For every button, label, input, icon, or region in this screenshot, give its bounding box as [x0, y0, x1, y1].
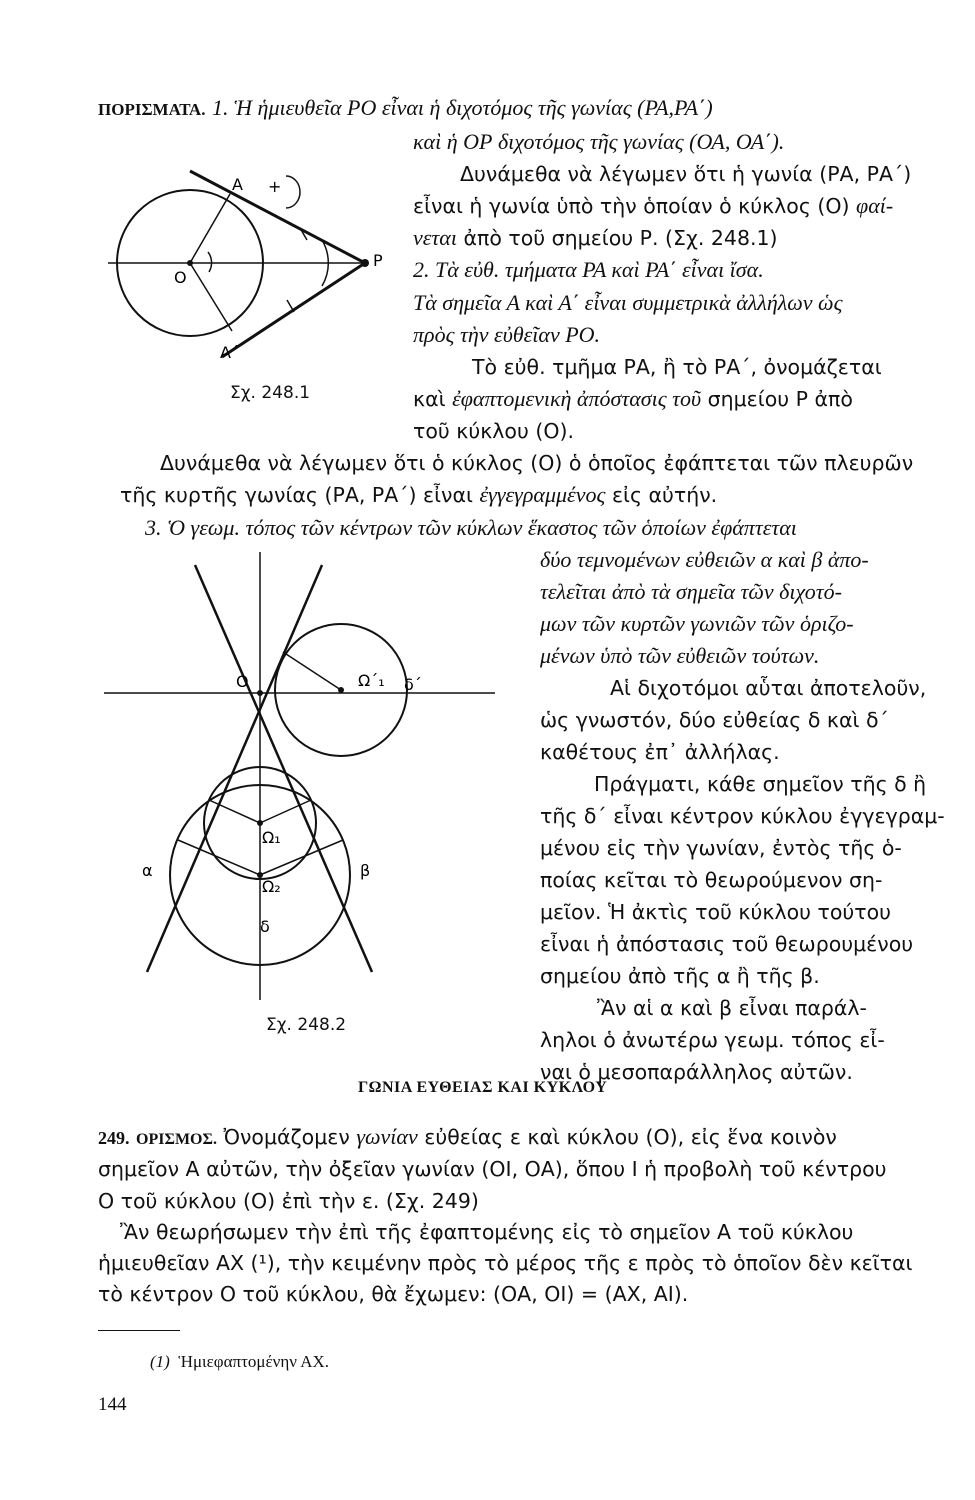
text-line: μων τῶν κυρτῶν γωνιῶν τῶν ὁριζο-	[540, 611, 854, 636]
porismata-label: ΠΟΡΙΣΜΑΤΑ.	[98, 100, 206, 119]
text-line: πρὸς τὴν εὐθεῖαν ΡΟ.	[413, 322, 601, 347]
caption-248-1: Σχ. 248.1	[230, 383, 311, 403]
text-line: τελεῖται ἀπὸ τὰ σημεῖα τῶν διχοτό-	[540, 579, 842, 604]
text-line: Τὸ εὐθ. τμῆμα ΡΑ, ἢ τὸ ΡΑ΄, ὀνομάζεται	[472, 355, 882, 379]
text-line: Αἱ διχοτόμοι αὗται ἀποτελοῦν,	[610, 676, 927, 700]
corollary-1-line: 1. Ἡ ἡμιευθεῖα ΡΟ εἶναι ἡ διχοτόμος τῆς γωνίας (ΡΑ,ΡΑ΄)	[212, 95, 713, 120]
text-line: σημείου ἀπὸ τῆς α ἢ τῆς β.	[540, 964, 820, 988]
text-line: μεῖον. Ἡ ἀκτὶς τοῦ κύκλου τούτου	[540, 900, 891, 924]
footnote: (1) Ἡμιεφαπτομένην ΑΧ.	[150, 1352, 330, 1371]
text-line: Τὰ σημεῖα Α καὶ Α΄ εἶναι συμμετρικὰ ἀλλήλων ὡς	[413, 290, 843, 315]
caption-248-2: Σχ. 248.2	[266, 1015, 347, 1035]
label-omega2: Ω₂	[262, 877, 281, 896]
corollary-3-line: 3. Ὁ γεωμ. τόπος τῶν κέντρων τῶν κύκλων ἕκαστος τῶν ὁποίων ἐφάπτεται	[145, 515, 797, 540]
line-alpha	[147, 565, 322, 972]
text-line: σημεῖον Α αὐτῶν, τὴν ὀξεῖαν γωνίαν (ΟΙ, ΟΑ), ὅπου Ι ἡ προβολὴ τοῦ κέντρου	[98, 1157, 887, 1181]
text-line: Πράγματι, κάθε σημεῖον τῆς δ ἢ	[594, 772, 927, 796]
label-alpha: α	[142, 861, 153, 880]
corollary-1-line-2: καὶ ἡ ΟΡ διχοτόμος τῆς γωνίας (ΟΑ, ΟΑ΄).	[413, 129, 785, 154]
label-omega1: Ω₁	[262, 828, 281, 847]
text-line: Ἂν αἱ α καὶ β εἶναι παράλ-	[597, 996, 867, 1020]
text-line: ἡμιευθεῖαν ΑΧ (¹), τὴν κειμένην πρὸς τὸ μέρος τῆς ε πρὸς τὸ ὁποῖον δὲν κεῖται	[98, 1251, 913, 1275]
line-beta	[195, 565, 372, 972]
orientation-plus: +	[268, 177, 282, 196]
label-delta: δ	[260, 917, 270, 936]
label-omega1-prime: Ω΄₁	[358, 671, 385, 690]
label-o: O	[236, 672, 249, 691]
text-line: εἶναι ἡ ἀπόστασις τοῦ θεωρουμένου	[540, 932, 914, 956]
text-line: τοῦ κύκλου (Ο).	[413, 419, 574, 443]
text-line: καθέτους ἐπ᾽ ἀλλήλας.	[540, 740, 780, 764]
radius-omega1-prime	[283, 652, 341, 690]
section-heading: ΓΩΝΙΑ ΕΥΘΕΙΑΣ ΚΑΙ ΚΥΚΛΟΥ	[358, 1079, 608, 1096]
label-a: A	[232, 175, 243, 194]
text-line: νεται ἀπὸ τοῦ σημείου Ρ. (Σχ. 248.1)	[413, 225, 778, 250]
point-omega1-prime	[338, 687, 344, 693]
text-line: τὸ κέντρον Ο τοῦ κύκλου, θὰ ἔχωμεν: (ΟΑ, ΟΙ) = (ΑΧ, ΑΙ).	[98, 1282, 689, 1306]
footnote-rule	[98, 1330, 180, 1331]
text-line: Ο τοῦ κύκλου (Ο) ἐπὶ τὴν ε. (Σχ. 249)	[98, 1189, 479, 1213]
point-omega1	[257, 820, 263, 826]
label-delta-prime: δ΄	[404, 675, 422, 694]
text-line: μένου εἰς τὴν γωνίαν, ἐντὸς τῆς ὁ-	[540, 836, 902, 860]
label-a-prime: A΄	[220, 343, 239, 362]
text-line: Ἂν θεωρήσωμεν τὴν ἐπὶ τῆς ἐφαπτομένης εἰς τὸ σημεῖον Α τοῦ κύκλου	[120, 1220, 854, 1244]
text-line: ναι ὁ μεσοπαράλληλος αὐτῶν.	[540, 1060, 853, 1084]
definition-line: 249. ΟΡΙΣΜΟΣ. Ὀνομάζομεν γωνίαν εὐθείας ε καὶ κύκλου (Ο), εἰς ἕνα κοινὸν	[98, 1124, 837, 1149]
corollary-2-line: 2. Τὰ εὐθ. τμήματα ΡΑ καὶ ΡΑ΄ εἶναι ἴσα.	[413, 257, 764, 282]
label-beta: β	[360, 861, 371, 880]
text-line: Δυνάμεθα νὰ λέγωμεν ὅτι ὁ κύκλος (Ο) ὁ ὁποῖος ἐφάπτεται τῶν πλευρῶν	[160, 451, 914, 475]
text-line: τῆς δ΄ εἶναι κέντρον κύκλου ἐγγεγραμ-	[540, 804, 945, 828]
text-line: εἶναι ἡ γωνία ὑπὸ τὴν ὁποίαν ὁ κύκλος (Ο) φαί-	[413, 193, 894, 218]
label-p: P	[373, 251, 383, 270]
label-o: O	[174, 268, 187, 287]
text-line: δύο τεμνομένων εὐθειῶν α καὶ β ἀπο-	[540, 547, 869, 572]
text-line: ποίας κεῖται τὸ θεωρούμενον ση-	[540, 868, 883, 892]
point-o2	[257, 690, 263, 696]
page-number: 144	[98, 1394, 127, 1415]
text-line: ληλοι ὁ ἀνωτέρω γεωμ. τόπος εἶ-	[540, 1028, 885, 1052]
text-line: Δυνάμεθα νὰ λέγωμεν ὅτι ἡ γωνία (ΡΑ, ΡΑ΄)	[460, 162, 912, 186]
text-line: τῆς κυρτῆς γωνίας (ΡΑ, ΡΑ΄) εἶναι ἐγγεγραμμένος εἰς αὐτήν.	[120, 482, 718, 507]
text-line: μένων ὑπὸ τῶν εὐθειῶν τούτων.	[540, 643, 820, 668]
text-line: ὡς γνωστόν, δύο εὐθείας δ καὶ δ΄	[540, 708, 889, 732]
text-line: καὶ ἐφαπτομενικὴ ἀπόστασις τοῦ σημείου Ρ ἀπὸ	[413, 386, 853, 411]
